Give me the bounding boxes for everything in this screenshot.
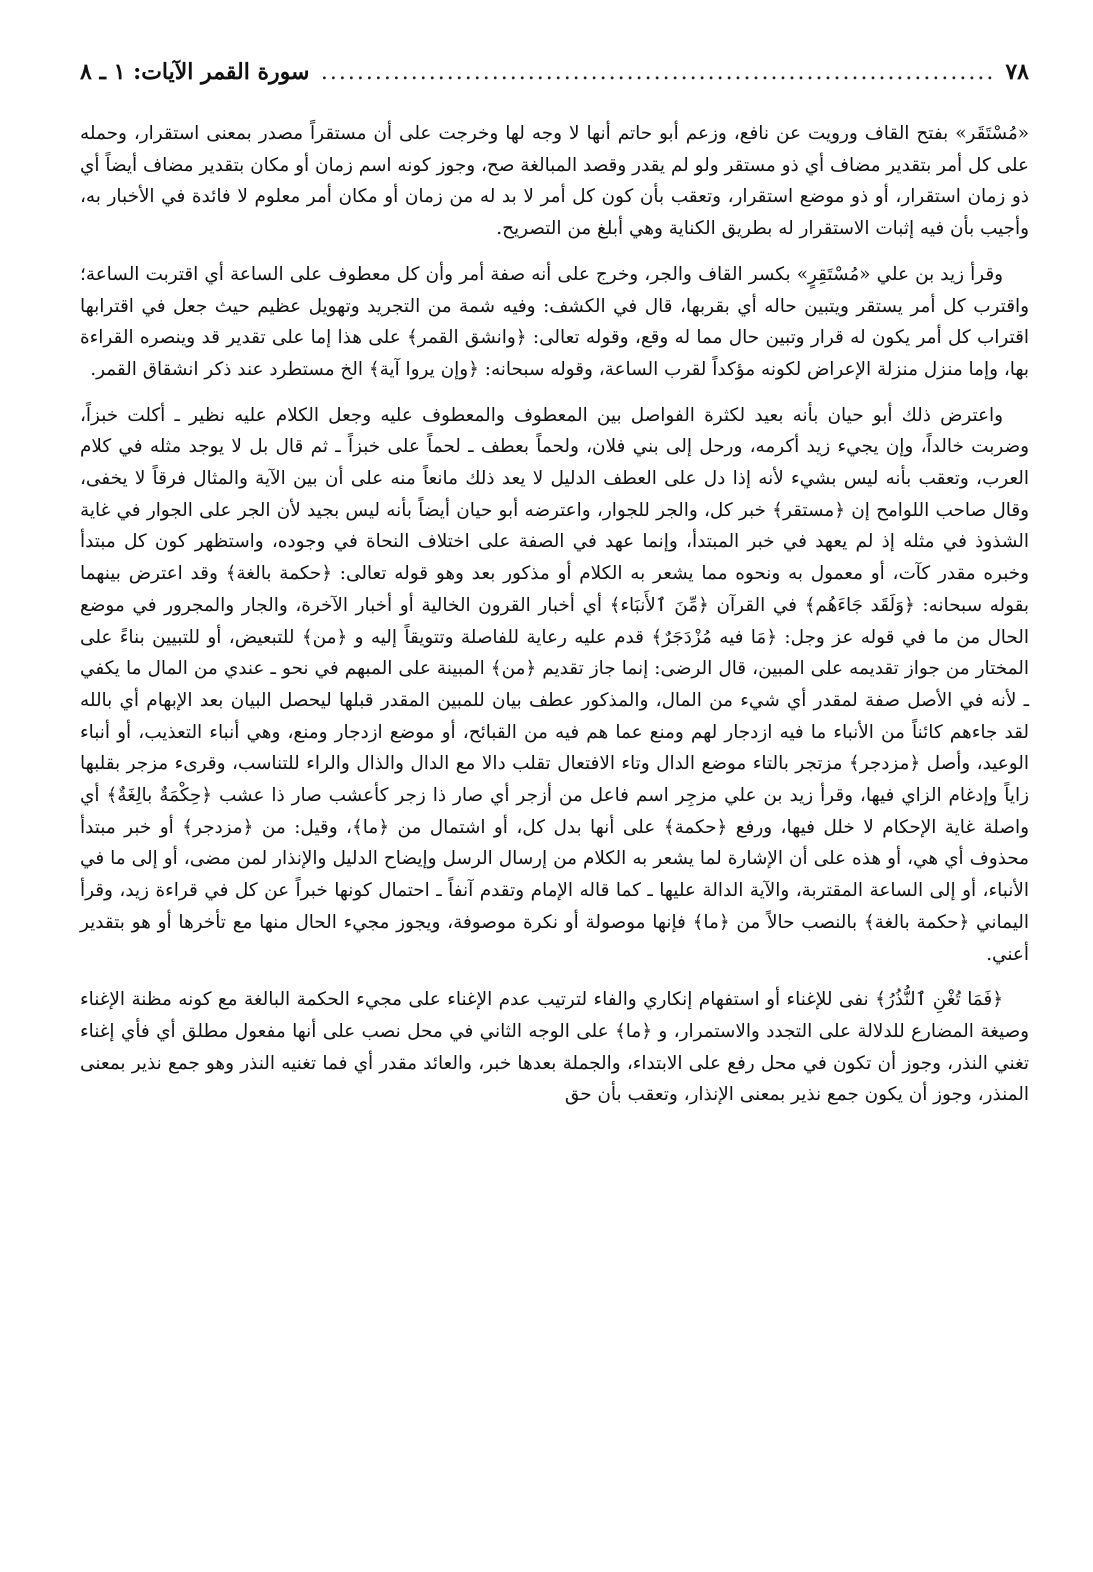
dot-leader — [319, 57, 995, 89]
paragraph: «مُسْتَقَر» بفتح القاف ورويت عن نافع، وزعم أبو حاتم أنها لا وجه لها وخرجت على أن مستقراً مصدر بمعنى استقرار، وحمله على كل أمر بتقدير مضاف أي ذو مستقر ولو لم يقدر وقصد المبالغة صح، وجوز كونه اسم زمان أو مكان بتقدير مضاف أيضاً أي ذو زمان استقرار، أو ذو موضع استقرار، وتعقب بأن كون كل أمر لا بد له من زمان أو مكان أمر معلوم لا فائدة في الأخبار به، وأجيب بأن فيه إثبات الاستقرار له بطريق الكناية وهي أبلغ من التصريح. — [80, 123, 1029, 240]
paragraph: واعترض ذلك أبو حيان بأنه بعيد لكثرة الفواصل بين المعطوف والمعطوف عليه وجعل الكلام عليه نظير ـ أكلت خبزاً، وضربت خالداً، وإن يجيء زيد أكرمه، ورحل إلى بني فلان، ولحماً بعطف ـ لحماً على خبزاً ـ ثم قال بل لا يوجد مثله في كلام العرب، وتعقب بأنه ليس بشيء لأنه إذا دل على العطف الدليل لا يعد ذلك مانعاً منه على أن بين الآية والمثال فرقاً لا يخفى، وقال صاحب اللوامح إن ﴿مستقر﴾ خبر كل، والجر للجوار، واعترضه أبو حيان أيضاً بأنه ليس بجيد لأن الجر على الجوار في غاية الشذوذ في مثله إذ لم يعهد في خبر المبتدأ، وإنما عهد في الصفة على اختلاف النحاة في وجوده، واستظهر كون كل مبتدأ وخبره مقدر كآت، أو معمول به ونحوه مما يشعر به الكلام أو مذكور بعد وهو قوله تعالى: ﴿حكمة بالغة﴾ وقد اعترض بينهما بقوله سبحانه: ﴿وَلَقَد جَاءَهُم﴾ في القرآن ﴿مِّنَ ٱلأَنبَاء﴾ أي أخبار القرون الخالية أو أخبار الآخرة، والجار والمجرور في موضع الحال من ما في قوله عز وجل: ﴿مَا فيه مُزْدَجَرٌ﴾ قدم عليه رعاية للفاصلة وتتويقاً إليه و ﴿من﴾ للتبعيض، أو للتبيين بناءً على المختار من جواز تقديمه على المبين، قال الرضى: إنما جاز تقديم ﴿من﴾ المبينة على المبهم في نحو ـ عندي من المال ما يكفي ـ لأنه في الأصل صفة لمقدر أي شيء من المال، والمذكور عطف بيان للمبين المقدر قبلها ليحصل البيان بعد الإبهام أي بالله لقد جاءهم كائناً من الأنباء ما فيه ازدجار لهم ومنع عما هم فيه من القبائح، أو موضع ازدجار ومنع، وهي أنباء التعذيب، أو أنباء الوعيد، وأصل ﴿مزدجر﴾ مزتجر بالتاء موضع الدال وتاء الافتعال تقلب دالا مع الدال والذال والراء للتناسب، وقرىء مزجر بقلبها زاياً وإدغام الزاي فيها، وقرأ زيد بن علي مزجِر اسم فاعل من أزجر أي صار ذا زجر كأعشب صار ذا عشب ﴿حِكْمَةٌ بالِغَةٌ﴾ أي واصلة غاية الإحكام لا خلل فيها، ورفع ﴿حكمة﴾ على أنها بدل كل، أو اشتمال من ﴿ما﴾، وقيل: من ﴿مزدجر﴾ أو خبر مبتدأ محذوف أي هي، أو هذه على أن الإشارة لما يشعر به الكلام من إرسال الرسل وإيضاح الدليل والإنذار لمن مضى، أو إلى ما في الأنباء، أو إلى الساعة المقتربة، والآية الدالة عليها ـ كما قاله الإمام وتقدم آنفاً ـ احتمال كونها خبراً عن كل في قراءة زيد، وقرأ اليماني ﴿حكمة بالغة﴾ بالنصب حالاً من ﴿ما﴾ فإنها موصولة أو نكرة موصوفة، ويجوز مجيء الحال منها مع تأخرها أو هو بتقدير أعني. — [80, 404, 1029, 965]
page-number: ٧٨ — [1005, 59, 1029, 85]
page-body — [80, 118, 1029, 1111]
paragraph: وقرأ زيد بن علي «مُسْتَقِرٍ» بكسر القاف والجر، وخرج على أنه صفة أمر وأن كل معطوف على الساعة أي اقتربت الساعة؛ واقترب كل أمر يستقر ويتبين حاله أي بقربها، قال في الكشف: وفيه شمة من التجريد وتهويل عظيم حيث جعل في اقترابها اقتراب كل أمر يكون له قرار وتبين حال مما له وقع، وقوله تعالى: ﴿وانشق القمر﴾ على هذا إما على تقدير قد وينصره القراءة بها، وإما منزل منزلة الإعراض لكونه مؤكداً لقرب الساعة، وقوله سبحانه: ﴿وإن يروا آية﴾ الخ مستطرد عند ذكر انشقاق القمر. — [80, 263, 1029, 380]
running-title: سورة القمر الآيات: ١ ـ ٨ — [80, 59, 310, 85]
running-header — [80, 56, 1029, 90]
paragraph: ﴿فَمَا تُغْنِ ٱلنُّذُرُ﴾ نفى للإغناء أو استفهام إنكاري والفاء لترتيب عدم الإغناء على مجيء الحكمة البالغة مع كونه مظنة الإغناء وصيغة المضارع للدلالة على التجدد والاستمرار، و ﴿ما﴾ على الوجه الثاني في محل نصب على أنها مفعول مطلق أي فأي إغناء تغني النذر، وجوز أن تكون في محل رفع على الابتداء، والجملة بعدها خبر، والعائد مقدر أي فما تغنيه النذر وهو جمع نذير بمعنى المنذر، وجوز أن يكون جمع نذير بمعنى الإنذار، وتعقب بأن حق — [80, 989, 1029, 1106]
document-page — [80, 56, 1029, 1552]
